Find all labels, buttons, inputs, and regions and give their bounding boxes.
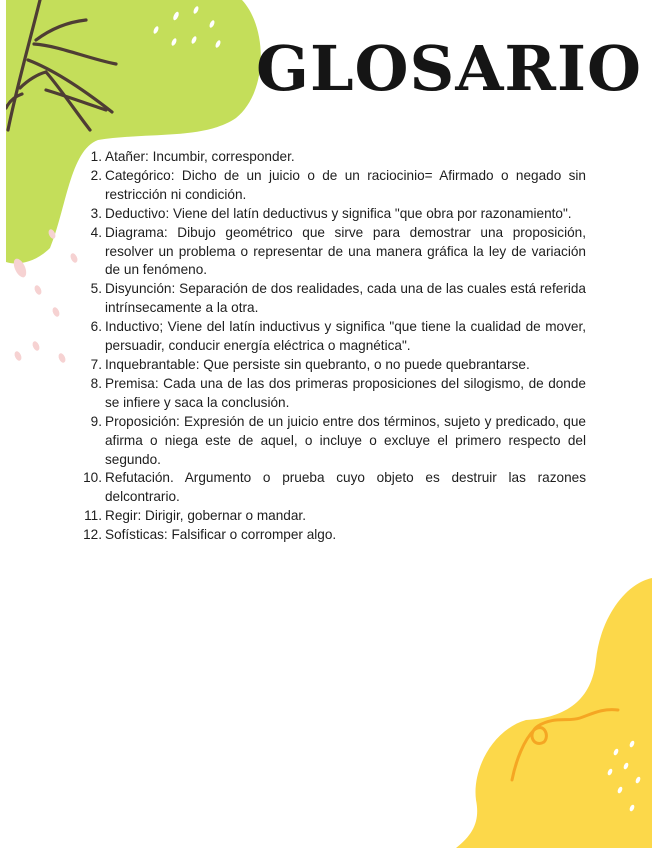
entry-text: Categórico: Dicho de un juicio o de un raciocinio= Afirmado o negado sin restricción ni condición. — [105, 167, 586, 202]
entry-number: 4. — [90, 224, 102, 240]
document-page — [6, 0, 652, 848]
yellow-blob — [456, 578, 652, 848]
entry-number: 6. — [90, 319, 102, 335]
entry-number: 12. — [83, 527, 102, 543]
entry-text: Refutación. Argumento o prueba cuyo objeto es destruir las razones delcontrario. — [105, 470, 586, 505]
glossary-entry — [82, 224, 586, 281]
glossary-entry — [82, 318, 586, 356]
entry-text: Atañer: Incumbir, corresponder. — [105, 149, 295, 164]
page-title: GLOSARIO — [256, 32, 642, 105]
entry-text: Inquebrantable: Que persiste sin quebranto, o no puede quebrantarse. — [105, 356, 530, 372]
entry-number: 5. — [90, 281, 102, 297]
glossary-entry — [82, 167, 586, 205]
entry-text: Diagrama: Dibujo geométrico que sirve para demostrar una proposición, resolver un problema o representar de una manera gráfica la ley de variación de un fenómeno. — [105, 224, 586, 278]
entry-number: 1. — [90, 149, 102, 164]
entry-number: 9. — [90, 413, 102, 429]
entry-text: Sofísticas: Falsificar o corromper algo. — [105, 527, 337, 543]
entry-text: Regir: Dirigir, gobernar o mandar. — [105, 508, 306, 524]
glossary-list — [82, 148, 586, 545]
entry-text: Inductivo; Viene del latín inductivus y significa "que tiene la cualidad de mover, persuadir, conducir energía eléctrica o magnética". — [105, 319, 586, 354]
glossary-entry — [82, 413, 586, 470]
entry-number: 10. — [83, 470, 102, 486]
glossary-entry — [82, 148, 586, 167]
entry-number: 3. — [90, 205, 102, 221]
entry-number: 11. — [84, 508, 102, 524]
entry-number: 2. — [90, 167, 102, 183]
glossary-entry — [82, 375, 586, 413]
entry-text: Deductivo: Viene del latín deductivus y significa "que obra por razonamiento". — [105, 205, 572, 221]
entry-text: Proposición: Expresión de un juicio entre dos términos, sujeto y predicado, que afirma o niega este de aquel, o incluye o excluye el primero respecto del segundo. — [105, 413, 586, 467]
entry-text: Disyunción: Separación de dos realidades, cada una de las cuales está referida intrínsecamente a la otra. — [105, 281, 586, 316]
glossary-entry — [82, 469, 586, 507]
glossary-entry — [82, 526, 586, 545]
entry-number: 8. — [90, 375, 102, 391]
glossary-entry — [82, 280, 586, 318]
glossary-entry — [82, 205, 586, 224]
entry-number: 7. — [90, 356, 102, 372]
entry-text: Premisa: Cada una de las dos primeras proposiciones del silogismo, de donde se infiere y saca la conclusión. — [105, 375, 586, 410]
glossary-entry — [82, 507, 586, 526]
glossary-entry — [82, 356, 586, 375]
